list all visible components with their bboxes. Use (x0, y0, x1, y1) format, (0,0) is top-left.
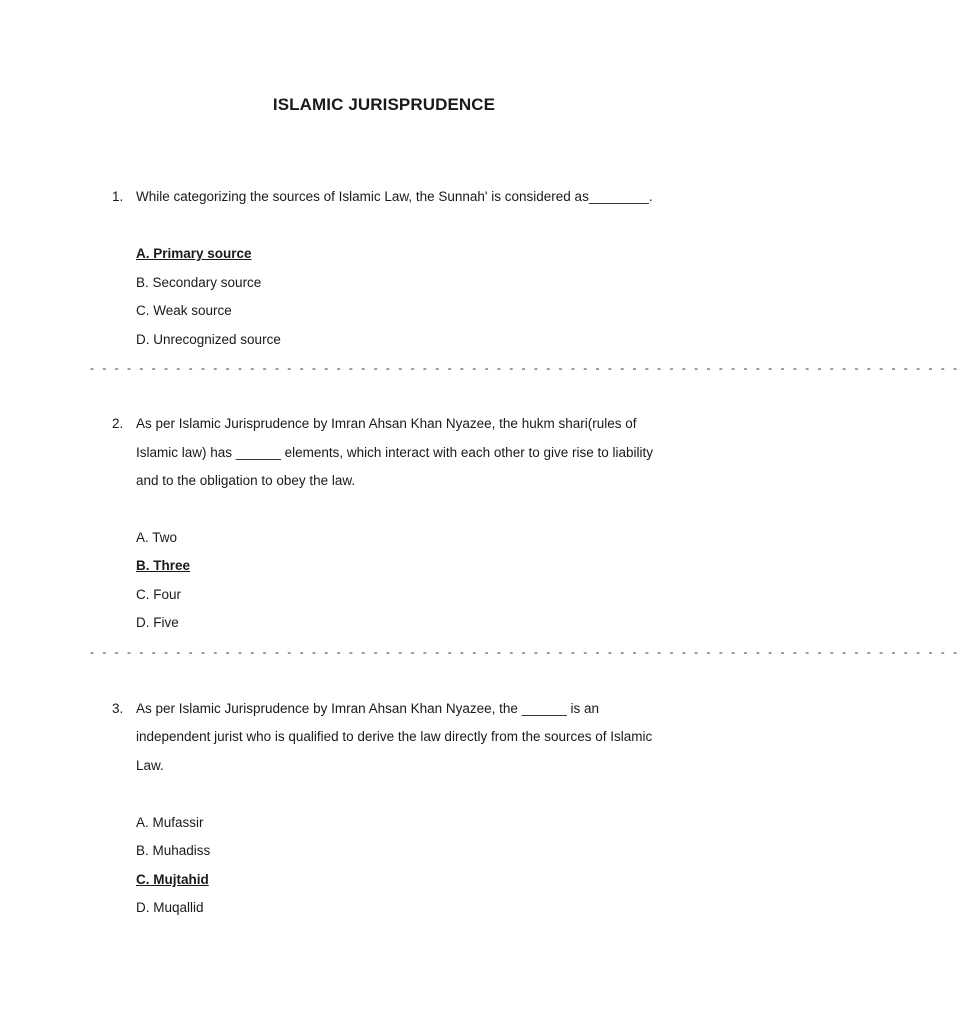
question-text-line: Law. (136, 758, 164, 773)
option-b: B. Secondary source (136, 275, 262, 290)
option-a-correct: A. Primary source (136, 246, 252, 261)
page-title: ISLAMIC JURISPRUDENCE (272, 95, 496, 114)
question-number: 2. (112, 416, 124, 431)
question-number: 1. (112, 189, 124, 204)
option-c: C. Four (136, 587, 182, 602)
option-c: C. Weak source (136, 303, 232, 318)
question-text-line: independent jurist who is qualified to derive the law directly from the sources of Islamic (136, 729, 653, 744)
option-c-correct: C. Mujtahid (136, 872, 209, 887)
option-d: D. Unrecognized source (136, 332, 281, 347)
option-a: A. Mufassir (136, 815, 204, 830)
option-a: A. Two (136, 530, 178, 545)
option-d: D. Five (136, 615, 179, 630)
question-text-line: As per Islamic Jurisprudence by Imran Ahsan Khan Nyazee, the hukm shari(rules of (136, 416, 637, 431)
separator-line: - - - - - - - - - - - - - - - - - - - - - - - - - - - - - - - - - - - - - - - - - - - - - - - - - - - - - - - - - - - - - - - - - - - - - - - (90, 361, 960, 375)
question-text-line: Islamic law) has ______ elements, which interact with each other to give rise to liability (136, 445, 653, 460)
option-d: D. Muqallid (136, 900, 204, 915)
option-b: B. Muhadiss (136, 843, 211, 858)
question-text-line: As per Islamic Jurisprudence by Imran Ahsan Khan Nyazee, the ______ is an (136, 701, 600, 716)
option-b-correct: B. Three (136, 558, 191, 573)
question-text-line: While categorizing the sources of Islamic Law, the Sunnah' is considered as________. (136, 189, 653, 204)
separator-line: - - - - - - - - - - - - - - - - - - - - - - - - - - - - - - - - - - - - - - - - - - - - - - - - - - - - - - - - - - - - - - - - - - - - - - - (90, 645, 960, 659)
question-number: 3. (112, 701, 124, 716)
question-text-line: and to the obligation to obey the law. (136, 473, 356, 488)
